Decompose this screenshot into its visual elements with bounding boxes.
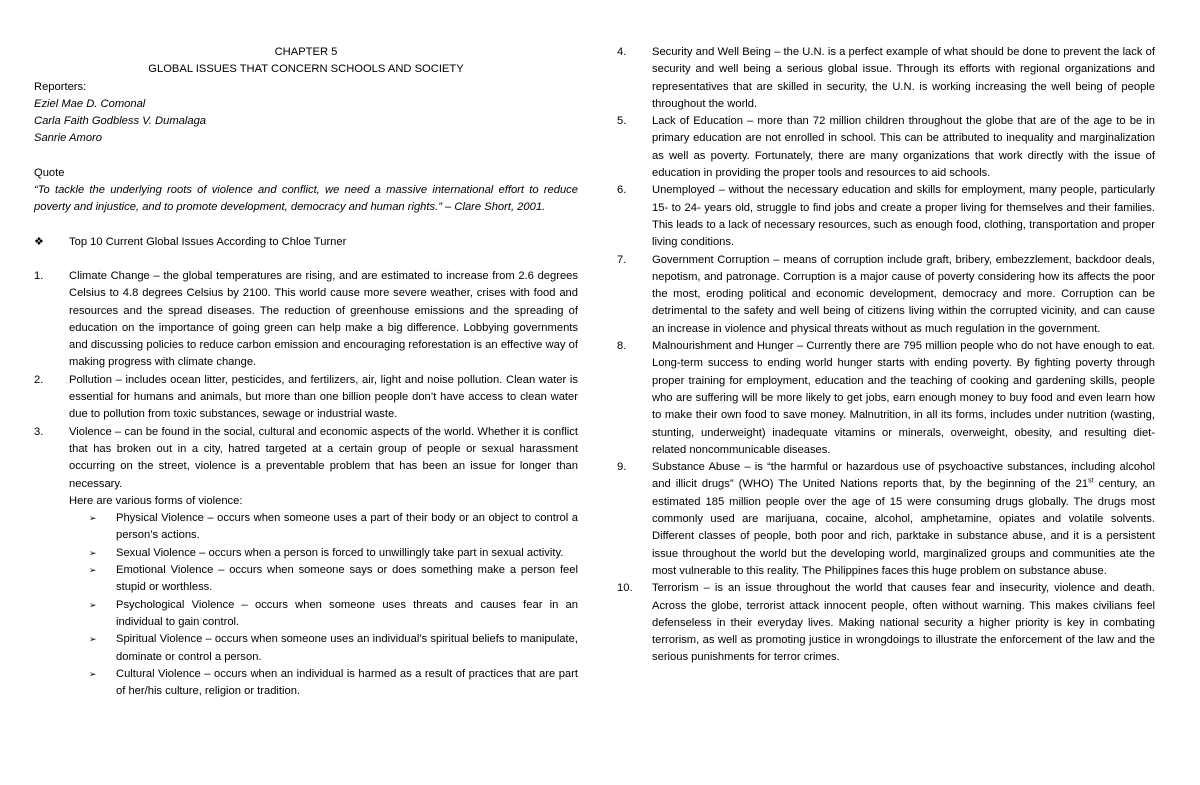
arrow-bullet-icon: ➢ [89, 634, 97, 645]
left-column [34, 44, 578, 700]
chapter-title: GLOBAL ISSUES THAT CONCERN SCHOOLS AND SOCIETY [148, 63, 464, 76]
issue-text: Unemployed – without the necessary education and skills for employment, many people, particularly 15- to 24- years old, struggle to find jobs and create a proper living for themselves and their families. This leads to a lack of necessary resources, such as enough food, clothing, transportation and proper living conditions. [652, 184, 1155, 249]
arrow-bullet-icon: ➢ [89, 547, 97, 558]
list-item: 5. Lack of Education – more than 72 million children throughout the globe that are of the age to be in primary education are not enrolled in school. This can be attributed to inequality and marginalization as well as poverty. Fortunately, there are many organizations that work directly with the issue of education in providing the proper tools and resources to aid schools. [617, 113, 1155, 182]
list-item: ➢ Emotional Violence – occurs when someone says or does something make a person feel stupid or worthless. [89, 564, 578, 594]
issues-list-left [34, 268, 578, 493]
violence-forms-list [89, 510, 578, 700]
arrow-bullet-icon: ➢ [89, 565, 97, 576]
violence-forms-intro: Here are various forms of violence: [69, 494, 243, 507]
arrow-bullet-icon: ➢ [89, 513, 97, 524]
list-item: ➢ Spiritual Violence – occurs when someone uses an individual’s spiritual beliefs to manipulate, dominate or control a person. [89, 633, 578, 663]
issue-text: Terrorism – is an issue throughout the world that causes fear and insecurity, violence and death. Across the globe, terrorist attack innocent people, often without warning. This makes civilians feel defenseless in their everyday lives. Making national security a higher priority is key in combating terrorism, as well as promoting justice in wrongdoings to illustrate the enforcement of the law and the serious punishments for terror crimes. [652, 582, 1155, 664]
issue-text: Violence – can be found in the social, cultural and economic aspects of the world. Whether it is conflict that has broken out in a city, hatred targeted at a certain group of people or sexual harassment occurring on the street, violence is a preventable problem that has been an issue for longer than necessary. [69, 425, 578, 490]
list-item: 7. Government Corruption – means of corruption include graft, bribery, embezzlement, backdoor deals, nepotism, and patronage. Corruption is a major cause of poverty considering how its affects the poor the most, eroding political and economic development, democracy and more. Corruption can be detrimental to the safety and well being of citizens living within the corrupted vicinity, and can cause an increase in violence and physical threats without as much regulation in the government. [617, 252, 1155, 338]
issue-text: Pollution – includes ocean litter, pesticides, and fertilizers, air, light and noise pollution. Clean water is essential for humans and animals, but more than one billion people don’t have access to clean water due to pollution from toxic substances, sewage or industrial waste. [69, 373, 578, 421]
reporter-name: Eziel Mae D. Comonal [34, 97, 146, 110]
reporter-name: Carla Faith Godbless V. Dumalaga [34, 115, 207, 128]
list-item: 6. Unemployed – without the necessary education and skills for employment, many people, particularly 15- to 24- years old, struggle to find jobs and create a proper living for themselves and their families. This leads to a lack of necessary resources, such as enough food, clothing, transportation and proper living conditions. [617, 182, 1155, 251]
issue-text: Substance Abuse – is “the harmful or hazardous use of psychoactive substances, including alcohol and illicit drugs” (WHO) The United Nations reports that, by the beginning of the 21st century, an estimated 185 million people over the age of 15 were consuming drugs globally. The drugs most commonly used are marijuana, cocaine, alcohol, amphetamine, opiates and volatile solvents. Different classes of people, both poor and rich, parktake in substance abuse, and it is a persistent issue throughout the world but the developing world, marginalized groups and communities ate the most vulnerable to this reality. The Philippines faces this huge problem on substance abuse. [652, 461, 1156, 577]
issue-text: Climate Change – the global temperatures are rising, and are estimated to increase from 2.6 degrees Celsius to 4.8 degrees Celsius by 2100. This world cause more severe weather, crises with food and resources and the spread diseases. The reduction of greenhouse emissions and the spreading of education on the importance of going green can help make a big difference. Lobbying governments and discussing policies to reduce carbon emission and encouraging reforestation is an effective way of making progress with climate change. [69, 269, 578, 369]
right-column [617, 44, 1155, 667]
list-item: ➢ Cultural Violence – occurs when an individual is harmed as a result of practices that are part of her/his culture, religion or tradition. [89, 667, 578, 698]
quote-label: Quote [34, 166, 65, 179]
reporters-label: Reporters: [34, 80, 87, 93]
list-item: 3. Violence – can be found in the social, cultural and economic aspects of the world. Whether it is conflict that has broken out in a city, hatred targeted at a certain group of people or sexual harassment occurring on the street, violence is a preventable problem that has been an issue for longer than necessary. [34, 424, 578, 493]
issue-text: Malnourishment and Hunger – Currently there are 795 million people who do not have enough to eat. Long-term success to ending world hunger starts with ending poverty. By fighting poverty through proper training for employment, education and the teaching of cooking and gardening skills, people who are suffering will be more likely to get jobs, earn enough money to buy food and even learn how to make their own food to save money. Malnutrition, in all its forms, includes under nutrition (wasting, stunting, underweight) inadequate vitamins or minerals, overweight, obesity, and resulting diet- related noncommunicable diseases. [652, 340, 1155, 456]
list-item: 2. Pollution – includes ocean litter, pesticides, and fertilizers, air, light and noise pollution. Clean water is essential for humans and animals, but more than one billion people don’t have access to clean water due to pollution from toxic substances, sewage or industrial waste. [34, 372, 578, 424]
issue-text: Lack of Education – more than 72 million children throughout the globe that are of the age to be in primary education are not enrolled in school. This can be attributed to inequality and marginalization as well as poverty. Fortunately, there are many organizations that work directly with the issue of education in providing the proper tools and resources to aid schools. [652, 115, 1155, 180]
list-item: ➢ Psychological Violence – occurs when someone uses threats and causes fear in an individual to gain control. [89, 598, 578, 628]
issue-text: Security and Well Being – the U.N. is a perfect example of what should be done to prevent the lack of security and well being a serious global issue. Through its efforts with regional organizations and representatives that are skilled in security, the U.N. is working increasing the well being of people throughout the world. [652, 46, 1155, 110]
quote-text: “To tackle the underlying roots of violence and conflict, we need a massive international effort to reduce poverty and injustice, and to promote development, democracy and human rights.” – Clare Short, 2001. [34, 184, 578, 214]
diamond-bullet-icon: ❖ [34, 235, 44, 248]
issue-text: Government Corruption – means of corruption include graft, bribery, embezzlement, backdoor deals, nepotism, and patronage. Corruption is a major cause of poverty considering how its affects the poor the most, eroding political and economic development, democracy and more. Corruption can be detrimental to the safety and well being of citizens living within the corrupted vicinity, and can cause an increase in violence and physical threats without as much regulation in the government. [652, 253, 1155, 335]
list-item: 4. Security and Well Being – the U.N. is a perfect example of what should be done to prevent the lack of security and well being a serious global issue. Through its efforts with regional organizations and representatives that are skilled in security, the U.N. is working increasing the well being of people throughout the world. [617, 44, 1155, 113]
top-issues-heading-row [34, 234, 578, 251]
list-item: 9. Substance Abuse – is “the harmful or hazardous use of psychoactive substances, including alcohol and illicit drugs” (WHO) The United Nations reports that, by the beginning of the 21st century, an estimated 185 million people over the age of 15 were consuming drugs globally. The drugs most commonly used are marijuana, cocaine, alcohol, amphetamine, opiates and volatile solvents. Different classes of people, both poor and rich, parktake in substance abuse, and it is a persistent issue throughout the world but the developing world, marginalized groups and communities ate the most vulnerable to this reality. The Philippines faces this huge problem on substance abuse. [617, 459, 1155, 580]
issues-list-right [617, 44, 1155, 667]
top-issues-heading: Top 10 Current Global Issues According to Chloe Turner [69, 235, 347, 248]
list-item: 1. Climate Change – the global temperatures are rising, and are estimated to increase from 2.6 degrees Celsius to 4.8 degrees Celsius by 2100. This world cause more severe weather, crises with food and resources and the spread diseases. The reduction of greenhouse emissions and the spreading of education on the importance of going green can help make a big difference. Lobbying governments and discussing policies to reduce carbon emission and encouraging reforestation is an effective way of making progress with climate change. [34, 268, 578, 372]
arrow-bullet-icon: ➢ [89, 668, 97, 679]
list-item: ➢ Physical Violence – occurs when someone uses a part of their body or an object to control a person’s actions. [89, 512, 578, 542]
list-item: ➢ Sexual Violence – occurs when a person is forced to unwillingly take part in sexual activity. [89, 545, 578, 562]
arrow-bullet-icon: ➢ [89, 599, 97, 610]
chapter-label: CHAPTER 5 [274, 46, 338, 58]
list-item: 10. Terrorism – is an issue throughout the world that causes fear and insecurity, violence and death. Across the globe, terrorist attack innocent people, often without warning. This makes civilians feel defenseless in their everyday lives. Making national security a higher priority is key in combating terrorism, as well as promoting justice in wrongdoings to illustrate the enforcement of the law and the serious punishments for terror crimes. [617, 580, 1155, 666]
reporter-name: Sanrie Amoro [34, 132, 102, 145]
list-item: 8. Malnourishment and Hunger – Currently there are 795 million people who do not have enough to eat. Long-term success to ending world hunger starts with ending poverty. By fighting poverty through proper training for employment, education and the teaching of cooking and gardening skills, people who are suffering will be more likely to get jobs, earn enough money to buy food and even learn how to make their own food to save money. Malnutrition, in all its forms, includes under nutrition (wasting, stunting, underweight) inadequate vitamins or minerals, overweight, obesity, and resulting diet- related noncommunicable diseases. [617, 338, 1155, 459]
